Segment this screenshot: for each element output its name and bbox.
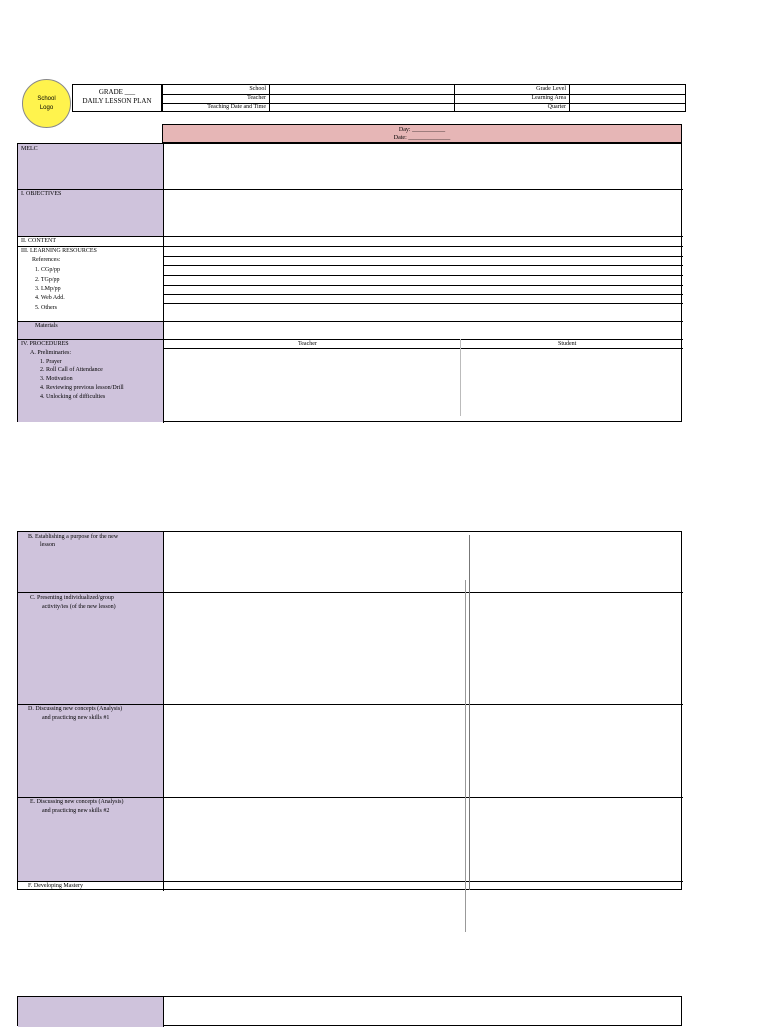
materials-label: Materials: [35, 323, 58, 329]
teacher-column-header: Teacher: [298, 341, 317, 347]
dlp-label: DAILY LESSON PLAN: [82, 97, 152, 105]
ref-item-2: 2. TGp/pp: [35, 277, 60, 283]
grade-level-label: Grade Level: [536, 86, 566, 92]
school-logo: [22, 79, 71, 128]
lesson-table-3: [17, 996, 682, 1026]
ref-item-5: 5. Others: [35, 305, 57, 311]
prelim-item-2: 2. Roll Call of Attendance: [40, 367, 103, 373]
resources-label: III. LEARNING RESOURCES: [21, 248, 97, 254]
school-label: School: [249, 86, 266, 92]
logo-text-line2: Logo: [39, 104, 54, 111]
lesson-table-2: [17, 531, 682, 890]
grade-title-box: [72, 84, 162, 112]
info-row-3: [163, 103, 685, 112]
section-e-line2: and practicing new skills #2: [42, 808, 110, 814]
prelim-item-1: 1. Prayer: [40, 359, 62, 365]
section-b-line2: lesson: [40, 542, 55, 548]
student-column-header: Student: [558, 341, 577, 347]
day-date-band: [162, 124, 682, 143]
ref-item-1: 1. CGp/pp: [35, 267, 61, 273]
prelim-item-5: 4. Unlocking of difficulties: [40, 394, 106, 400]
section-d-line2: and practicing new skills #1: [42, 715, 110, 721]
learning-area-label: Learning Area: [531, 95, 566, 101]
grade-label: GRADE ___: [98, 88, 136, 96]
teacher-label: Teacher: [247, 95, 266, 101]
section-f-label: F. Developing Mastery: [28, 883, 84, 889]
section-c-line2: activity/ies (of the new lesson): [42, 604, 116, 610]
section-c-line1: C. Presenting individualized/group: [30, 595, 114, 601]
prelim-item-3: 3. Motivation: [40, 376, 73, 382]
section-b-line1: B. Establishing a purpose for the new: [28, 534, 119, 540]
logo-text-line1: School: [37, 95, 56, 102]
melc-label: MELC: [21, 146, 38, 152]
section-e-line1: E. Discussing new concepts (Analysis): [30, 799, 124, 805]
ref-item-4: 4. Web Add.: [35, 295, 65, 301]
date-label: Date: ______________: [393, 135, 451, 141]
ref-item-3: 3. LMp/pp: [35, 286, 61, 292]
section-d-line1: D. Discussing new concepts (Analysis): [28, 706, 123, 712]
teaching-date-label: Teaching Date and Time: [207, 104, 266, 110]
procedures-label: IV. PROCEDURES: [21, 341, 69, 347]
content-label: II. CONTENT: [21, 238, 56, 244]
info-grid: [162, 84, 686, 112]
prelim-title: A. Preliminaries:: [30, 350, 71, 356]
objectives-label: I. OBJECTIVES: [21, 191, 62, 197]
day-label: Day: ___________: [398, 127, 446, 133]
references-label: References:: [32, 257, 61, 263]
prelim-item-4: 4. Reviewing previous lesson/Drill: [40, 385, 124, 391]
quarter-label: Quarter: [547, 104, 566, 110]
lesson-table-1: [17, 143, 682, 422]
